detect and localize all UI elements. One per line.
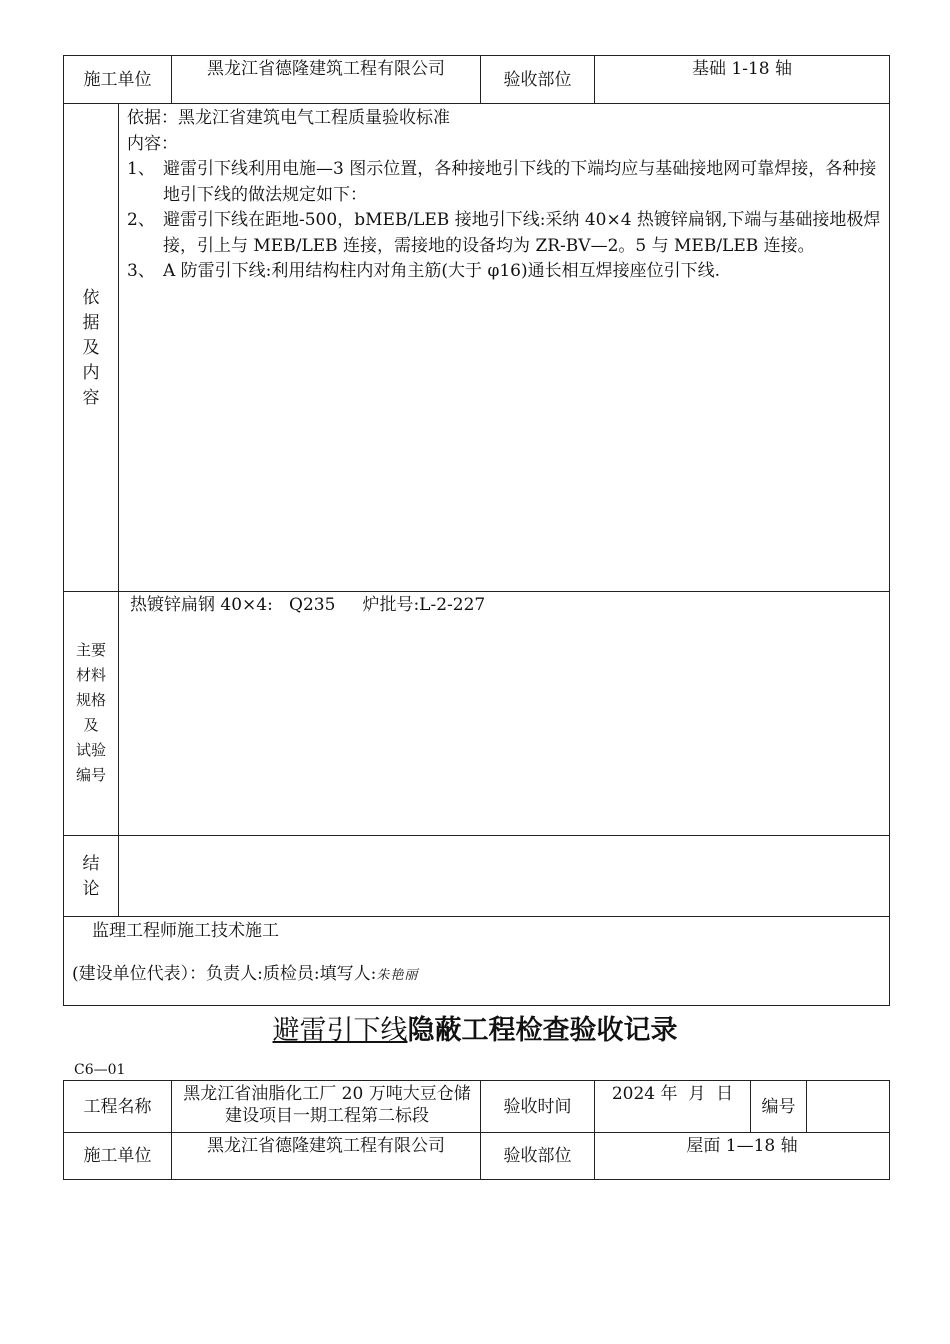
acceptance-time-label: 验收时间 bbox=[503, 1096, 572, 1117]
basis-content bbox=[127, 106, 883, 285]
list-item-text: A 防雷引下线:利用结构柱内对角主筋(大于 φ16)通长相互焊接座位引下线. bbox=[163, 261, 721, 281]
project-name-label: 工程名称 bbox=[83, 1096, 152, 1117]
list-item-number: 1、 bbox=[127, 159, 155, 179]
list-item-number: 2、 bbox=[127, 210, 155, 230]
materials-value: 热镀锌扁钢 40×4: Q235 炉批号:L-2-227 bbox=[130, 595, 486, 615]
list-item bbox=[127, 157, 883, 208]
conclusion-value bbox=[119, 836, 889, 916]
list-item bbox=[127, 208, 883, 259]
number-value bbox=[807, 1081, 889, 1132]
title-rest: 隐蔽工程检查验收记录 bbox=[407, 1015, 678, 1046]
acceptance-part-value: 基础 1-18 轴 bbox=[692, 59, 792, 79]
construction-unit-value: 黑龙江省德隆建筑工程有限公司 bbox=[207, 59, 445, 79]
acceptance-part-label: 验收部位 bbox=[503, 69, 572, 90]
form-code: C6—01 bbox=[74, 1062, 126, 1078]
acceptance-part-value: 屋面 1—18 轴 bbox=[686, 1136, 798, 1156]
content-heading: 内容： bbox=[127, 133, 178, 154]
list-item-text: 避雷引下线利用电施—3 图示位置，各种接地引下线的下端均应与基础接地网可靠焊接，各种接地引下线的做法规定如下： bbox=[163, 159, 877, 205]
acceptance-time-value: 2024 年 月 日 bbox=[611, 1084, 734, 1104]
record-title bbox=[0, 1013, 950, 1049]
list-item bbox=[127, 259, 883, 285]
construction-unit-label: 施工单位 bbox=[83, 1146, 152, 1166]
signatories-roles bbox=[72, 963, 872, 987]
basis-content-label: 依 据 及 内 容 bbox=[82, 288, 100, 408]
conclusion-label: 结 论 bbox=[82, 854, 100, 899]
title-underlined: 避雷引下线 bbox=[272, 1015, 408, 1046]
list-item-text: 避雷引下线在距地-500，bMEB/LEB 接地引下线:采纳 40×4 热镀锌扁钢,下端与基础接地极焊接，引上与 MEB/LEB 连接，需接地的设备均为 ZR-BV—2。5 与 MEB/LEB 连接。 bbox=[163, 210, 881, 256]
project-name-value: 黑龙江省油脂化工厂 20 万吨大豆仓储建设项目一期工程第二标段 bbox=[183, 1084, 471, 1126]
construction-unit-label: 施工单位 bbox=[83, 69, 152, 90]
materials-label: 主要 材料 规格 及 试验 编号 bbox=[75, 641, 106, 784]
number-label: 编号 bbox=[761, 1096, 796, 1117]
basis-standard: 依据：黑龙江省建筑电气工程质量验收标准 bbox=[127, 108, 450, 128]
list-item-number: 3、 bbox=[127, 261, 155, 281]
acceptance-part-label: 验收部位 bbox=[503, 1146, 572, 1166]
signatories-line: 监理工程师施工技术施工 bbox=[92, 921, 279, 941]
signatories-roles-text: (建设单位代表）：负责人:质检员:填写人: bbox=[72, 964, 377, 984]
handwritten-signature: 朱艳丽 bbox=[376, 968, 419, 983]
construction-unit-value: 黑龙江省德隆建筑工程有限公司 bbox=[207, 1136, 445, 1156]
